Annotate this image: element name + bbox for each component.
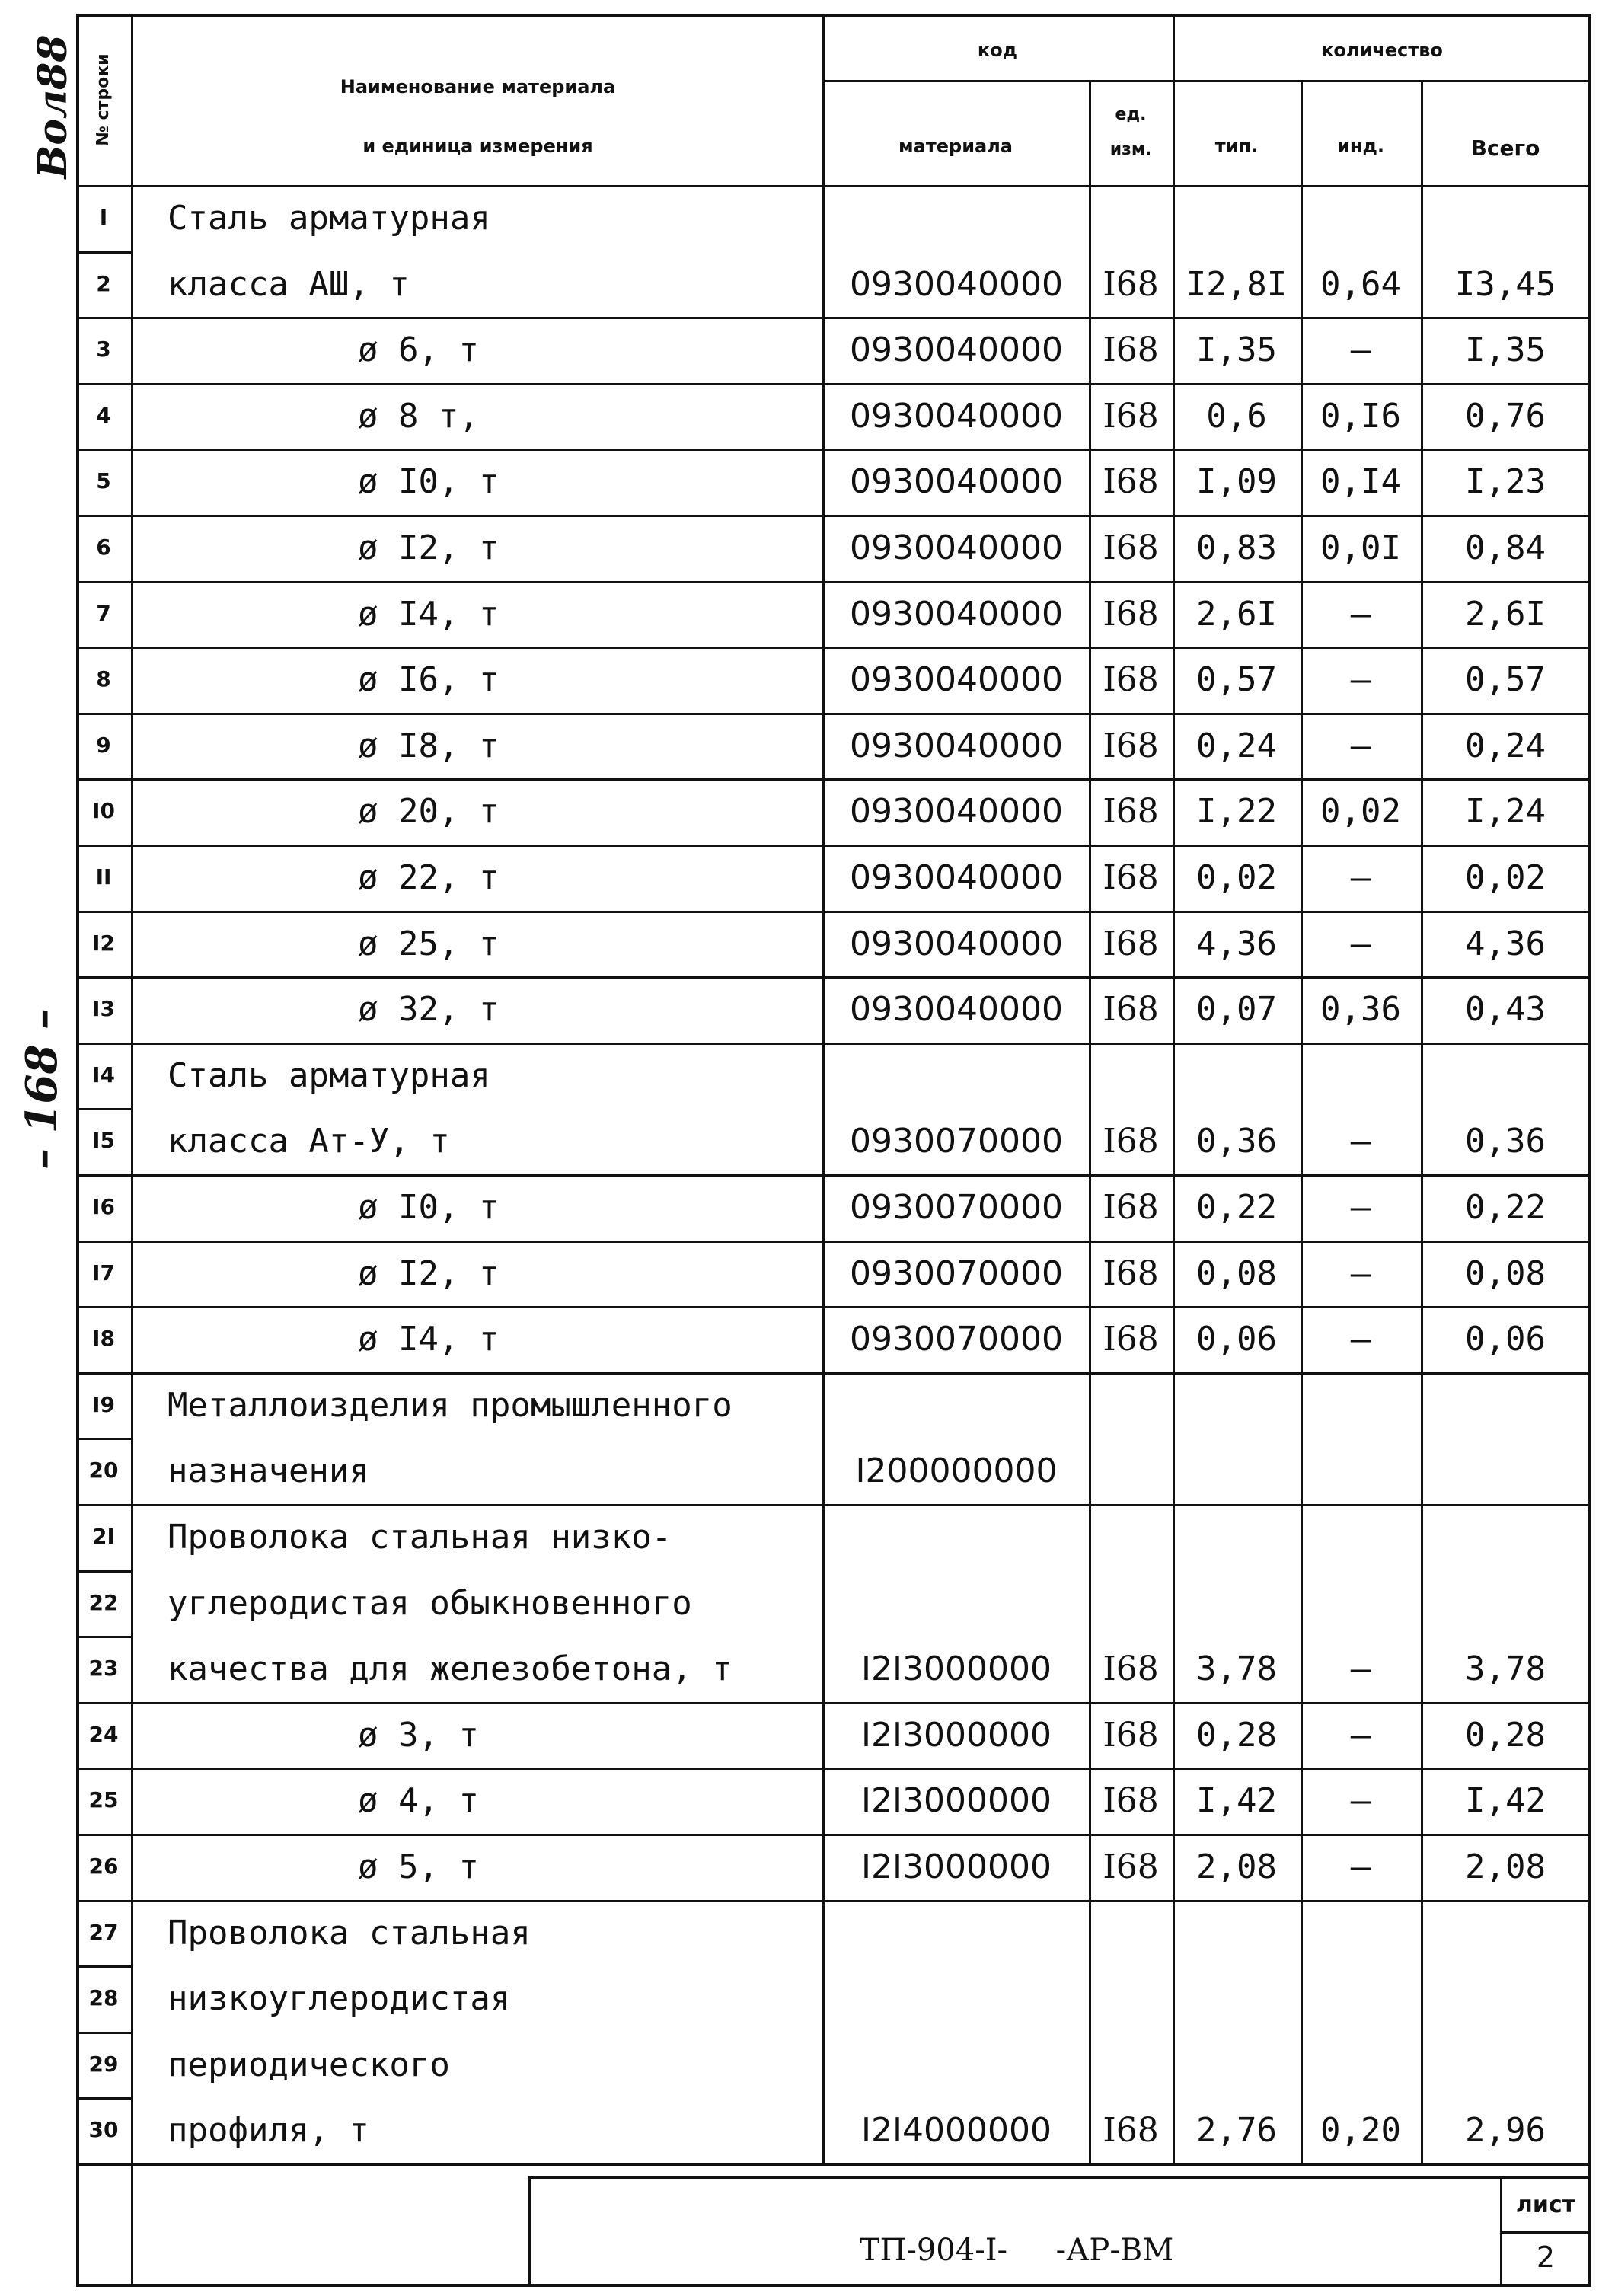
qty-individual: – <box>1350 924 1371 963</box>
row-number: 24 <box>88 1721 119 1747</box>
qty-total: 0,24 <box>1465 726 1546 765</box>
unit-code: I68 <box>1103 396 1159 436</box>
material-name: ø 20, т <box>358 792 499 832</box>
unit-code: I68 <box>1103 1320 1159 1359</box>
material-code: 0930040000 <box>850 331 1063 370</box>
row-separator <box>76 1636 131 1638</box>
qty-total: 0,76 <box>1465 396 1546 436</box>
row-separator <box>76 515 1591 517</box>
row-separator <box>76 1504 1591 1506</box>
row-number: II <box>95 864 112 889</box>
row-separator <box>76 1702 1591 1704</box>
qty-typical: 0,07 <box>1196 990 1277 1030</box>
row-number: I3 <box>92 996 115 1022</box>
unit-code: I68 <box>1103 792 1159 832</box>
unit-code: I68 <box>1103 660 1159 700</box>
qty-total: 3,78 <box>1465 1649 1546 1689</box>
row-number: 2 <box>96 270 111 296</box>
qty-typical: 0,22 <box>1196 1188 1277 1227</box>
material-name: низкоуглеродистая <box>168 1979 511 2019</box>
row-number: 22 <box>88 1589 119 1615</box>
col-divider <box>131 14 133 2287</box>
material-name: ø 6, т <box>358 331 479 370</box>
material-name: Проволока стальная низко- <box>168 1518 672 1557</box>
material-code: I2I3000000 <box>861 1715 1052 1755</box>
qty-total: 0,08 <box>1465 1253 1546 1293</box>
material-code: 0930040000 <box>850 858 1063 897</box>
qty-individual: 0,02 <box>1320 792 1401 832</box>
row-number: 30 <box>88 2117 119 2143</box>
row-separator <box>76 976 1591 979</box>
material-code: 0930040000 <box>850 792 1063 832</box>
qty-total: 2,6I <box>1465 594 1546 634</box>
row-separator <box>76 2097 131 2100</box>
qty-individual: 0,0I <box>1320 528 1401 567</box>
header-bottom <box>76 185 1591 187</box>
row-number: I6 <box>92 1194 115 1219</box>
qty-total: 0,84 <box>1465 528 1546 567</box>
document-code: ТП-904-I- -АР-ВМ <box>859 2233 1174 2268</box>
unit-code: I68 <box>1103 1253 1159 1293</box>
material-code: 0930070000 <box>850 1122 1063 1161</box>
unit-code: I68 <box>1103 1649 1159 1689</box>
qty-individual: – <box>1350 726 1371 765</box>
row-number: 26 <box>88 1854 119 1879</box>
title-block <box>528 2176 1591 2287</box>
qty-individual: 0,36 <box>1320 990 1401 1030</box>
qty-typical: I,09 <box>1196 462 1277 502</box>
header-quantity: количество <box>1321 40 1443 61</box>
unit-code: I68 <box>1103 462 1159 502</box>
qty-individual: – <box>1350 1649 1371 1689</box>
unit-code: I68 <box>1103 1715 1159 1755</box>
qty-total: 4,36 <box>1465 924 1546 963</box>
qty-total: I,35 <box>1465 331 1546 370</box>
material-name: качества для железобетона, т <box>168 1649 732 1689</box>
row-number: 4 <box>96 402 111 428</box>
qty-total: 0,22 <box>1465 1188 1546 1227</box>
qty-total: 0,06 <box>1465 1320 1546 1359</box>
material-name: ø I4, т <box>358 594 499 634</box>
row-separator <box>76 1372 1591 1375</box>
qty-total: 2,96 <box>1465 2111 1546 2151</box>
material-name: ø I2, т <box>358 528 499 567</box>
qty-typical: 2,76 <box>1196 2111 1277 2151</box>
qty-total: 0,43 <box>1465 990 1546 1030</box>
row-separator <box>76 2032 131 2034</box>
header-typ: тип. <box>1214 136 1259 157</box>
qty-total: I,42 <box>1465 1781 1546 1821</box>
qty-total: 0,02 <box>1465 858 1546 897</box>
unit-code: I68 <box>1103 1781 1159 1821</box>
material-code: I2I3000000 <box>861 1649 1052 1689</box>
material-name: класса Ат-У, т <box>168 1122 450 1161</box>
row-separator <box>76 383 1591 385</box>
material-name: ø I0, т <box>358 462 499 502</box>
row-separator <box>76 1306 1591 1308</box>
qty-individual: – <box>1350 660 1371 700</box>
table-bottom <box>76 2163 1591 2165</box>
qty-typical: 0,24 <box>1196 726 1277 765</box>
unit-code: I68 <box>1103 528 1159 567</box>
material-name: периодического <box>168 2045 450 2084</box>
unit-code: I68 <box>1103 1122 1159 1161</box>
material-name: ø I6, т <box>358 660 499 700</box>
material-code: 0930040000 <box>850 528 1063 567</box>
header-total: Всего <box>1470 136 1540 161</box>
row-separator <box>76 1768 1591 1770</box>
unit-code: I68 <box>1103 264 1159 304</box>
row-number: 27 <box>88 1919 119 1945</box>
qty-typical: 4,36 <box>1196 924 1277 963</box>
signature: Вол88 <box>30 34 76 179</box>
qty-total: 0,57 <box>1465 660 1546 700</box>
unit-code: I68 <box>1103 1188 1159 1227</box>
material-name: ø 32, т <box>358 990 499 1030</box>
unit-code: I68 <box>1103 990 1159 1030</box>
row-separator <box>76 1834 1591 1836</box>
row-number: 8 <box>96 666 111 692</box>
header-name-line2: и единица измерения <box>362 136 593 157</box>
qty-individual: – <box>1350 331 1371 370</box>
row-separator <box>76 581 1591 583</box>
material-code: 0930070000 <box>850 1188 1063 1227</box>
material-code: I2I3000000 <box>861 1781 1052 1821</box>
row-number: 2I <box>92 1524 115 1549</box>
row-separator <box>76 911 1591 913</box>
material-code: 0930040000 <box>850 660 1063 700</box>
qty-typical: 0,6 <box>1206 396 1267 436</box>
row-number: 3 <box>96 337 111 362</box>
material-name: ø 4, т <box>358 1781 479 1821</box>
material-code: 0930070000 <box>850 1320 1063 1359</box>
row-separator <box>76 1900 1591 1902</box>
qty-typical: 2,08 <box>1196 1847 1277 1886</box>
row-separator <box>76 1043 1591 1045</box>
qty-individual: – <box>1350 1715 1371 1755</box>
header-row-no: № строки <box>94 53 113 146</box>
qty-individual: – <box>1350 1122 1371 1161</box>
material-code: 0930040000 <box>850 462 1063 502</box>
row-separator <box>76 1108 131 1110</box>
material-name: класса АШ, т <box>168 264 410 304</box>
row-number: I <box>99 205 108 230</box>
title-block-divider <box>1500 2231 1591 2234</box>
material-code: I2I4000000 <box>861 2111 1052 2151</box>
qty-typical: I,42 <box>1196 1781 1277 1821</box>
material-code: 0930040000 <box>850 594 1063 634</box>
material-code: 0930040000 <box>850 726 1063 765</box>
unit-code: I68 <box>1103 1847 1159 1886</box>
material-name: ø 8 т, <box>358 396 479 436</box>
material-name: ø I0, т <box>358 1188 499 1227</box>
unit-code: I68 <box>1103 858 1159 897</box>
qty-individual: 0,64 <box>1320 264 1401 304</box>
row-separator <box>76 647 1591 649</box>
material-name: ø I2, т <box>358 1253 499 1293</box>
material-code: 0930040000 <box>850 264 1063 304</box>
qty-individual: – <box>1350 594 1371 634</box>
material-name: назначения <box>168 1451 369 1491</box>
row-number: 6 <box>96 535 111 560</box>
qty-individual: 0,20 <box>1320 2111 1401 2151</box>
qty-individual: 0,I4 <box>1320 462 1401 502</box>
row-number: 5 <box>96 468 111 494</box>
material-name: Сталь арматурная <box>168 1055 490 1095</box>
row-separator <box>76 1241 1591 1243</box>
row-number: I5 <box>92 1128 115 1154</box>
material-name: ø I8, т <box>358 726 499 765</box>
qty-total: I3,45 <box>1454 264 1556 304</box>
row-number: I0 <box>92 798 115 824</box>
row-separator <box>76 449 1591 451</box>
row-number: 29 <box>88 2051 119 2077</box>
row-number: I8 <box>92 1326 115 1352</box>
row-number: I7 <box>92 1260 115 1285</box>
row-separator <box>76 713 1591 715</box>
header-code-unit: ед. изм. <box>1109 105 1152 159</box>
row-number: I2 <box>92 930 115 956</box>
material-name: ø I4, т <box>358 1320 499 1359</box>
qty-typical: 0,06 <box>1196 1320 1277 1359</box>
qty-total: I,24 <box>1465 792 1546 832</box>
material-name: ø 5, т <box>358 1847 479 1886</box>
header-subline <box>822 80 1591 82</box>
row-separator <box>76 845 1591 847</box>
unit-code: I68 <box>1103 594 1159 634</box>
row-number: 20 <box>88 1458 119 1483</box>
row-separator <box>76 251 131 254</box>
qty-total: 2,08 <box>1465 1847 1546 1886</box>
header-name-line1: Наименование материала <box>340 76 616 97</box>
qty-individual: – <box>1350 1781 1371 1821</box>
unit-code: I68 <box>1103 2111 1159 2151</box>
row-number: 28 <box>88 1985 119 2011</box>
row-number: 9 <box>96 732 111 758</box>
material-code: I2I3000000 <box>861 1847 1052 1886</box>
qty-typical: 3,78 <box>1196 1649 1277 1689</box>
material-name: ø 22, т <box>358 858 499 897</box>
row-separator <box>76 1438 131 1440</box>
qty-individual: – <box>1350 858 1371 897</box>
header-ind: инд. <box>1337 136 1384 157</box>
qty-typical: 0,57 <box>1196 660 1277 700</box>
qty-typical: I2,8I <box>1186 264 1288 304</box>
material-name: Проволока стальная <box>168 1913 531 1953</box>
material-code: 0930040000 <box>850 990 1063 1030</box>
unit-code: I68 <box>1103 331 1159 370</box>
row-separator <box>76 1965 131 1968</box>
row-number: 7 <box>96 600 111 626</box>
material-name: углеродистая обыкновенного <box>168 1583 692 1623</box>
qty-typical: 0,08 <box>1196 1253 1277 1293</box>
material-name: Сталь арматурная <box>168 199 490 238</box>
qty-individual: – <box>1350 1320 1371 1359</box>
row-separator <box>76 1174 1591 1177</box>
material-code: 0930040000 <box>850 924 1063 963</box>
row-separator <box>76 778 1591 781</box>
row-number: 23 <box>88 1656 119 1681</box>
material-code: I200000000 <box>855 1451 1058 1491</box>
material-name: ø 25, т <box>358 924 499 963</box>
qty-total: I,23 <box>1465 462 1546 502</box>
row-number: I4 <box>92 1062 115 1087</box>
material-name: ø 3, т <box>358 1715 479 1755</box>
header-code: код <box>977 40 1018 61</box>
qty-typical: 0,02 <box>1196 858 1277 897</box>
qty-typical: 0,28 <box>1196 1715 1277 1755</box>
sheet-label: лист <box>1515 2192 1576 2218</box>
row-separator <box>76 1570 131 1573</box>
qty-individual: 0,I6 <box>1320 396 1401 436</box>
unit-code: I68 <box>1103 924 1159 963</box>
qty-typical: 0,83 <box>1196 528 1277 567</box>
qty-typical: 2,6I <box>1196 594 1277 634</box>
sheet-number: 2 <box>1536 2240 1556 2274</box>
material-name: профиля, т <box>168 2111 369 2151</box>
qty-individual: – <box>1350 1188 1371 1227</box>
qty-individual: – <box>1350 1847 1371 1886</box>
header-code-material: материала <box>898 136 1013 157</box>
page-number: – 168 – <box>17 1008 67 1170</box>
material-name: Металлоизделия промышленного <box>168 1385 732 1425</box>
row-number: I9 <box>92 1391 115 1417</box>
qty-total: 0,36 <box>1465 1122 1546 1161</box>
qty-typical: I,35 <box>1196 331 1277 370</box>
material-code: 0930070000 <box>850 1253 1063 1293</box>
qty-total: 0,28 <box>1465 1715 1546 1755</box>
material-code: 0930040000 <box>850 396 1063 436</box>
row-number: 25 <box>88 1787 119 1813</box>
qty-typical: 0,36 <box>1196 1122 1277 1161</box>
unit-code: I68 <box>1103 726 1159 765</box>
row-separator <box>76 317 1591 319</box>
qty-typical: I,22 <box>1196 792 1277 832</box>
qty-individual: – <box>1350 1253 1371 1293</box>
